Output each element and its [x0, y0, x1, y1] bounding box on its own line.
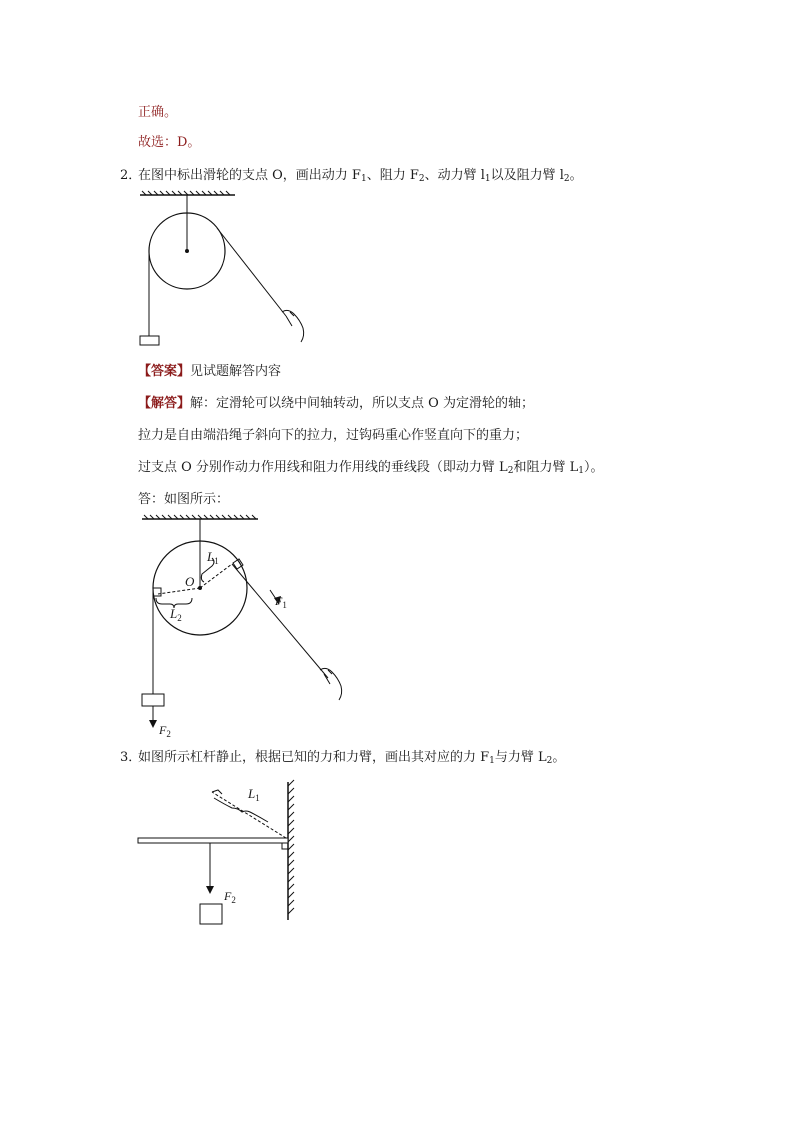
- pulley-figure: [130, 188, 320, 358]
- label-l1: $L_1$: [248, 786, 260, 803]
- lever-figure: [136, 780, 306, 930]
- question-number: 2．: [120, 168, 142, 183]
- answer-tag: 【答案】: [138, 364, 191, 379]
- text-correct: 正确。: [138, 105, 178, 120]
- solution-line-3: 过支点 O 分别作动力作用线和阻力作用线的垂线段（即动力臂 $L_2$和阻力臂 $L_1$）。: [138, 460, 604, 476]
- label-f1: $F_1$: [275, 594, 287, 610]
- solution-line-4: 答：如图所示：: [138, 492, 230, 507]
- label-o: O: [185, 574, 195, 589]
- label-f2: $F_2$: [159, 723, 171, 739]
- solution-line-2: 拉力是自由端沿绳子斜向下的拉力，过钩码重心作竖直向下的重力；: [138, 428, 529, 443]
- question-number: 3．: [120, 750, 142, 765]
- pulley-answer-figure: [130, 508, 360, 743]
- question-3: 3．如图所示杠杆静止，根据已知的力和力臂，画出其对应的力 $F_1$与力臂 $L_2$。: [120, 750, 566, 766]
- text-choose-d: 故选：D。: [138, 135, 201, 150]
- label-f2: $F_2$: [224, 889, 236, 905]
- label-l1: $L_1$: [207, 549, 219, 566]
- question-2: 2．在图中标出滑轮的支点 O，画出动力 $F_1$、阻力 $F_2$、动力臂 $l_1$以及阻力臂 $l_2$。: [120, 168, 583, 184]
- answer-line: 【答案】见试题解答内容: [138, 364, 282, 379]
- solution-tag: 【解答】: [138, 396, 191, 411]
- solution-line-1: 【解答】解：定滑轮可以绕中间轴转动，所以支点 O 为定滑轮的轴；: [138, 396, 534, 411]
- label-l2: $L_2$: [170, 606, 182, 623]
